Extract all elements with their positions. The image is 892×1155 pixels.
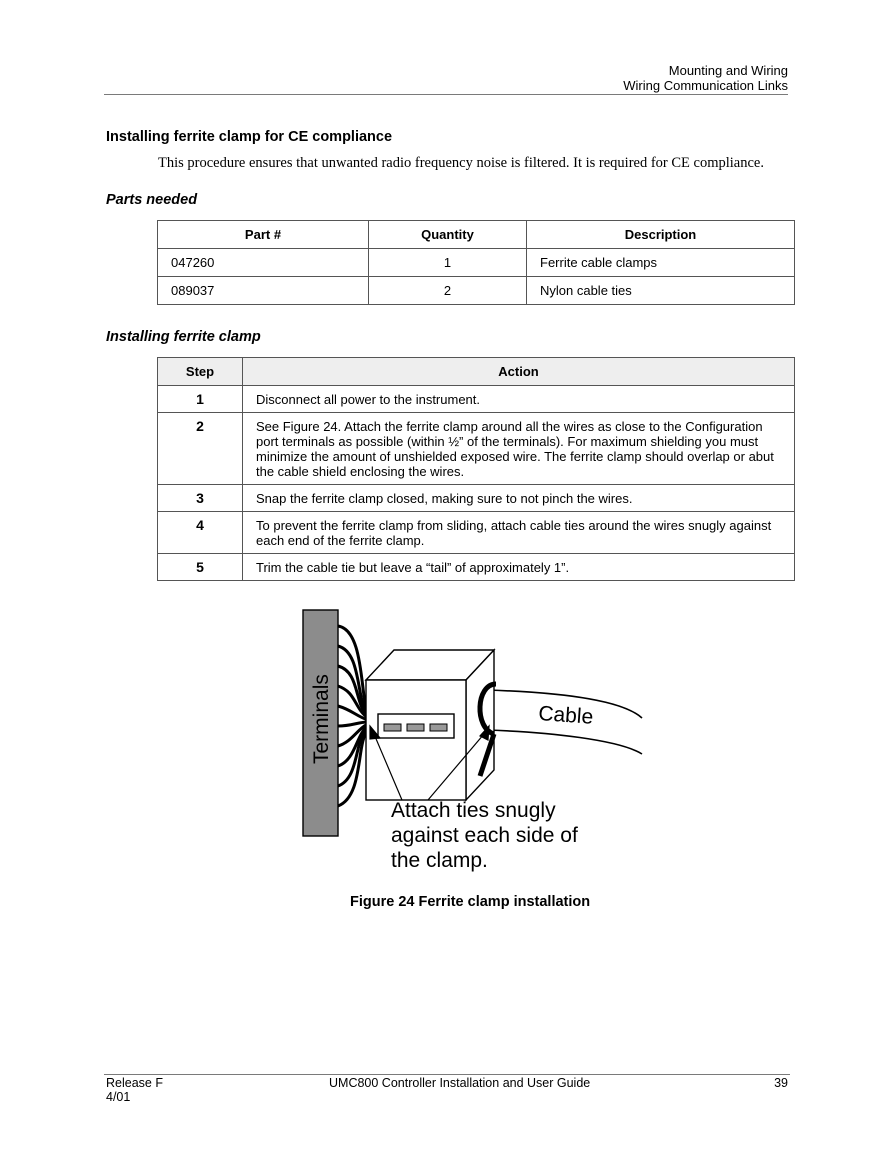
parts-table	[157, 220, 795, 305]
step-number: 4	[158, 512, 243, 554]
step-number: 5	[158, 554, 243, 581]
footer-rule	[104, 1074, 790, 1075]
footer-date: 4/01	[106, 1090, 131, 1104]
part-description: Ferrite cable clamps	[527, 249, 795, 277]
parts-header-row	[158, 221, 795, 249]
procedure-heading: Installing ferrite clamp	[106, 329, 261, 345]
parts-heading: Parts needed	[106, 192, 198, 208]
parts-col-description: Description	[527, 221, 795, 249]
section-title: Installing ferrite clamp for CE compliance	[106, 129, 393, 145]
procedure-col-step: Step	[158, 358, 243, 386]
cable-label: Cable	[537, 702, 594, 729]
table-row	[158, 277, 795, 305]
table-row	[158, 485, 795, 512]
figure-note-line: against each side of	[391, 824, 578, 847]
step-number: 3	[158, 485, 243, 512]
header-chapter: Mounting and Wiring	[668, 63, 788, 78]
wire-bundle	[338, 626, 368, 806]
part-number: 089037	[158, 277, 369, 305]
header-section: Wiring Communication Links	[623, 78, 788, 93]
parts-col-part: Part #	[158, 221, 369, 249]
figure-note-line: Attach ties snugly	[391, 799, 556, 822]
step-action: Trim the cable tie but leave a “tail” of approximately 1”.	[243, 554, 795, 581]
parts-col-quantity: Quantity	[369, 221, 527, 249]
part-quantity: 2	[369, 277, 527, 305]
ferrite-clamp	[366, 650, 494, 800]
footer-page-number: 39	[774, 1076, 788, 1090]
step-action: Disconnect all power to the instrument.	[243, 386, 795, 413]
step-action: Snap the ferrite clamp closed, making sure to not pinch the wires.	[243, 485, 795, 512]
figure-note-line: the clamp.	[391, 849, 488, 872]
ferrite-clamp-figure	[290, 600, 660, 880]
procedure-col-action: Action	[243, 358, 795, 386]
part-description: Nylon cable ties	[527, 277, 795, 305]
procedure-header-row	[158, 358, 795, 386]
part-quantity: 1	[369, 249, 527, 277]
figure-caption: Figure 24 Ferrite clamp installation	[350, 894, 591, 910]
figure-note	[391, 799, 584, 872]
table-row	[158, 386, 795, 413]
step-action: To prevent the ferrite clamp from sliding, attach cable ties around the wires snugly against each end of the ferrite clamp.	[243, 512, 795, 554]
part-number: 047260	[158, 249, 369, 277]
procedure-table	[157, 357, 795, 581]
terminals-label: Terminals	[310, 674, 333, 764]
footer-doc-title: UMC800 Controller Installation and User Guide	[329, 1076, 591, 1090]
table-row	[158, 413, 795, 485]
footer-release: Release F	[106, 1076, 163, 1090]
step-number: 2	[158, 413, 243, 485]
intro-paragraph: This procedure ensures that unwanted radio frequency noise is filtered. It is required for CE compliance.	[158, 155, 764, 171]
table-row	[158, 554, 795, 581]
table-row	[158, 512, 795, 554]
header-rule	[104, 94, 788, 95]
step-number: 1	[158, 386, 243, 413]
table-row	[158, 249, 795, 277]
step-action: See Figure 24. Attach the ferrite clamp around all the wires as close to the Configuration port terminals as possible (within ½” of the terminals). For maximum shielding you must minimize the amount of unshielded exposed wire. The ferrite clamp should overlap or abut the cable shield enclosing the wires.	[243, 413, 795, 485]
